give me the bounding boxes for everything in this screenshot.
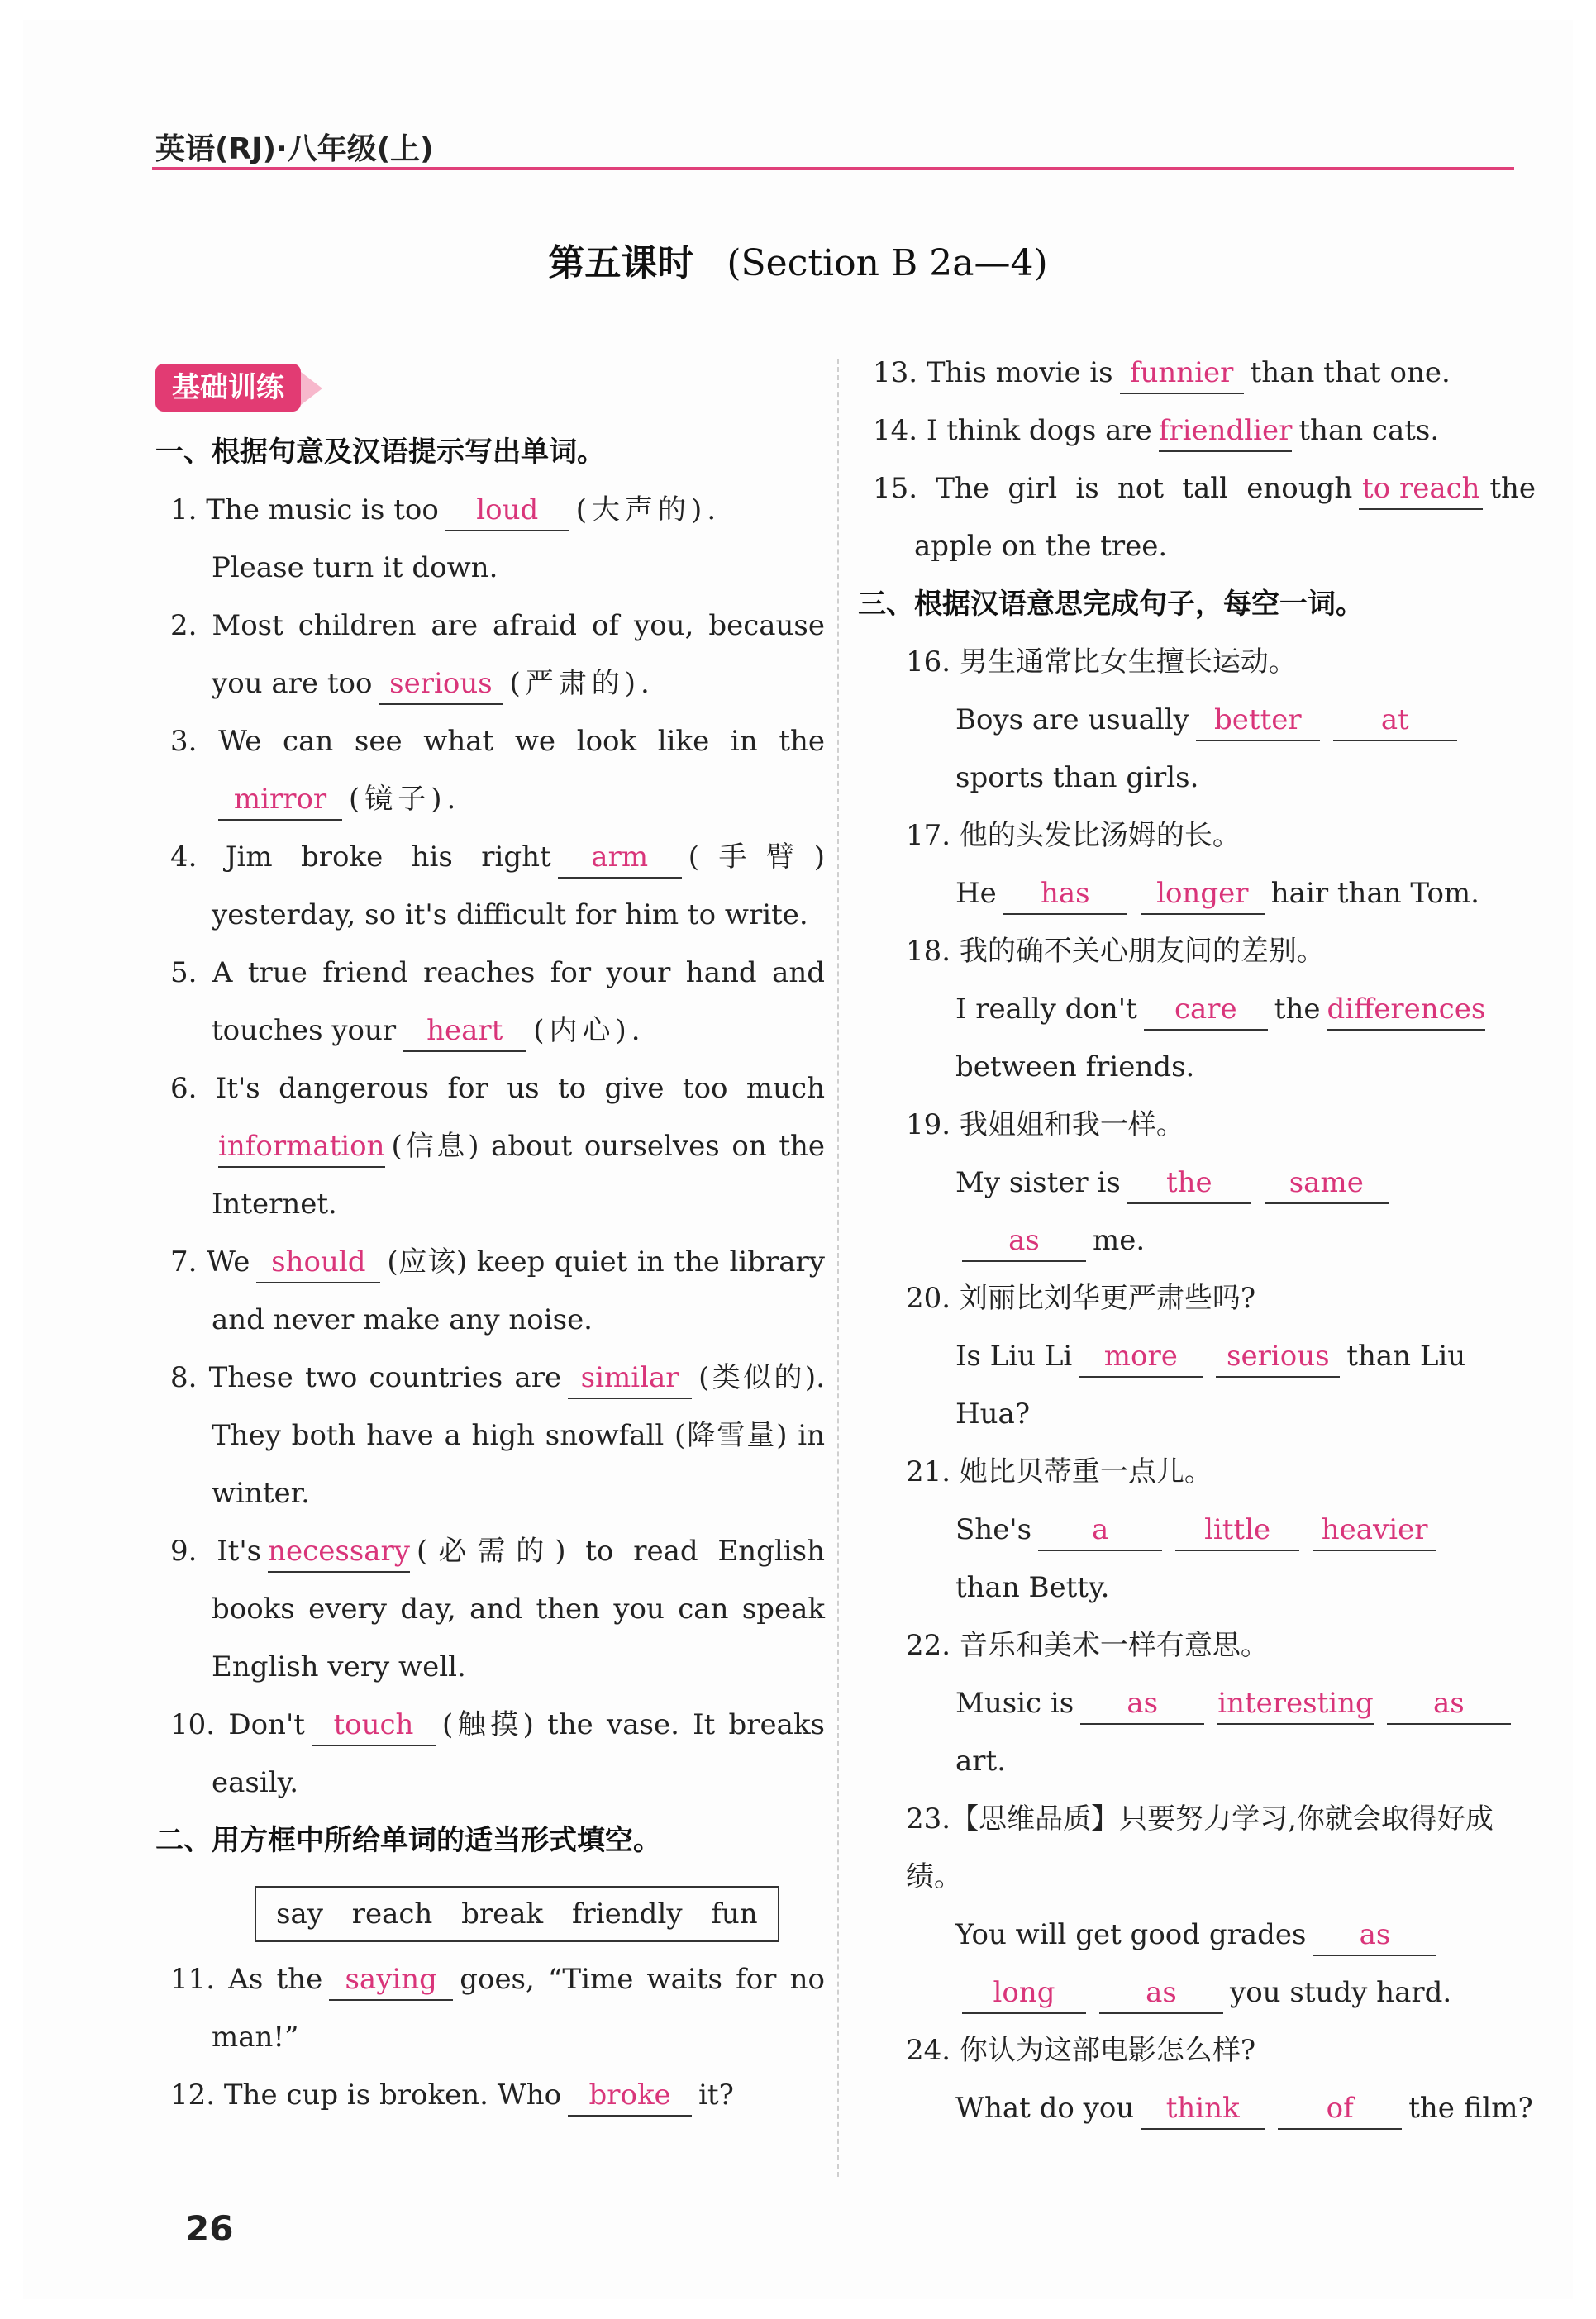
answer-blank[interactable]: serious [1216, 1336, 1340, 1378]
question-4: 4. Jim broke his right arm (手臂) yesterday, so it's difficult for him to write. [155, 828, 825, 944]
lesson-title [23, 233, 1573, 286]
answer-blank[interactable]: little [1175, 1510, 1299, 1551]
answer-blank[interactable]: mirror [218, 779, 342, 821]
answer-blank[interactable]: longer [1141, 874, 1265, 915]
answer-blank[interactable]: should [256, 1242, 380, 1283]
answer-blank[interactable]: touch [312, 1705, 436, 1746]
section-1-heading: 一、根据句意及汉语提示写出单词。 [155, 436, 605, 469]
question-6: 6. It's dangerous for us to give too muchinformation (信息) about ourselves on the Internet. [170, 1072, 825, 1221]
answer-blank[interactable]: as [1099, 1973, 1223, 2014]
answer-blank[interactable]: necessary [268, 1531, 410, 1573]
lesson-number: 第五课时 [548, 242, 694, 284]
question-24-prompt: 24. 你认为这部电影怎么样? [906, 2034, 1256, 2067]
answer-blank[interactable]: the [1127, 1163, 1251, 1204]
answer-blank[interactable]: heart [403, 1011, 526, 1052]
left-column [155, 359, 825, 2124]
section-2-heading: 二、用方框中所给单词的适当形式填空。 [155, 1824, 661, 1857]
question-24: What do you think of the film? [858, 2079, 1536, 2137]
question-22-prompt: 22. 音乐和美术一样有意思。 [906, 1629, 1269, 1662]
header-rule [152, 167, 1514, 170]
answer-blank[interactable]: a [1038, 1510, 1162, 1551]
answer-blank[interactable]: better [1196, 700, 1320, 741]
question-7: 7. We should (应该) keep quiet in the library and never make any noise. [155, 1233, 825, 1349]
lesson-section: (Section B 2a—4) [727, 242, 1048, 284]
question-3: 3. We can see what we look like in themirror (镜子). [155, 712, 825, 828]
question-17: He has longer hair than Tom. [858, 864, 1536, 922]
answer-blank[interactable]: has [1003, 874, 1127, 915]
answer-blank[interactable]: as [1313, 1915, 1436, 1956]
answer-blank[interactable]: as [1080, 1683, 1204, 1725]
answer-blank[interactable]: think [1141, 2088, 1265, 2130]
answer-blank[interactable]: funnier [1120, 353, 1244, 394]
question-9: 9. It's necessary (必需的) to read English books every day, and then you can speak English very well. [155, 1522, 825, 1696]
question-19: My sister is the same as me. [858, 1154, 1536, 1269]
question-14: 14. I think dogs are friendlier than cats. [858, 402, 1536, 460]
question-2: 2. Most children are afraid of you, because you are too serious (严肃的). [155, 597, 825, 712]
answer-blank[interactable]: as [1387, 1683, 1511, 1725]
answer-blank[interactable]: serious [379, 664, 503, 705]
answer-blank[interactable]: more [1079, 1336, 1203, 1378]
book-header: 英语(RJ)·八年级(上) [155, 132, 434, 166]
question-16: Boys are usually better at sports than girls. [858, 691, 1536, 807]
answer-blank[interactable]: to reach [1359, 469, 1483, 510]
answer-blank[interactable]: of [1278, 2088, 1402, 2130]
worksheet-page [23, 20, 1573, 2299]
answer-blank[interactable]: care [1144, 989, 1268, 1031]
question-23: You will get good grades as long as you study hard. [858, 1906, 1536, 2021]
question-21-prompt: 21. 她比贝蒂重一点儿。 [906, 1455, 1212, 1488]
question-13: 13. This movie is funnier than that one. [858, 344, 1536, 402]
question-23-prompt: 23.【思维品质】只要努力学习,你就会取得好成绩。 [906, 1802, 1494, 1893]
answer-blank[interactable]: same [1265, 1163, 1389, 1204]
question-17-prompt: 17. 他的头发比汤姆的长。 [906, 819, 1241, 852]
question-20: Is Liu Li more serious than Liu Hua? [858, 1327, 1536, 1443]
question-18-prompt: 18. 我的确不关心朋友间的差别。 [906, 935, 1325, 968]
question-21: She's a little heavier than Betty. [858, 1501, 1536, 1617]
question-1: 1. The music is too loud (大声的). Please turn it down. [155, 481, 825, 597]
answer-blank[interactable]: similar [568, 1358, 692, 1399]
answer-blank[interactable]: broke [568, 2075, 692, 2117]
question-15: 15. The girl is not tall enough to reach the apple on the tree. [858, 460, 1536, 575]
answer-blank[interactable]: at [1333, 700, 1457, 741]
answer-blank[interactable]: as [962, 1221, 1086, 1262]
page-number: 26 [185, 2208, 234, 2249]
question-11: 11. As the saying goes, “Time waits for no man!” [155, 1950, 825, 2066]
right-column [858, 344, 1536, 2137]
question-16-prompt: 16. 男生通常比女生擅长运动。 [906, 645, 1297, 679]
question-18: I really don't care the differences between friends. [858, 980, 1536, 1096]
answer-blank[interactable]: heavier [1313, 1510, 1436, 1551]
question-12: 12. The cup is broken. Who broke it? [155, 2066, 825, 2124]
answer-blank[interactable]: loud [445, 490, 569, 531]
question-19-prompt: 19. 我姐姐和我一样。 [906, 1108, 1184, 1141]
answer-blank[interactable]: long [962, 1973, 1086, 2014]
answer-blank[interactable]: friendlier [1159, 411, 1293, 452]
column-divider [837, 359, 839, 2177]
word-box: say reach break friendly fun [255, 1886, 779, 1942]
question-5: 5. A true friend reaches for your hand and touches your heart (内心). [155, 944, 825, 1060]
section-3-heading: 三、根据汉语意思完成句子，每空一词。 [858, 588, 1364, 621]
question-22: Music is as interesting asart. [858, 1674, 1536, 1790]
answer-blank[interactable]: information [218, 1126, 385, 1168]
answer-blank[interactable]: differences [1327, 989, 1485, 1031]
question-10: 10. Don't touch (触摸) the vase. It breaks easily. [155, 1696, 825, 1812]
answer-blank[interactable]: arm [558, 837, 682, 879]
question-8: 8. These two countries are similar (类似的). They both have a high snowfall (降雪量) in winter. [155, 1349, 825, 1522]
basic-training-badge: 基础训练 [155, 364, 301, 412]
answer-blank[interactable]: interesting [1217, 1683, 1374, 1725]
question-20-prompt: 20. 刘丽比刘华更严肃些吗? [906, 1282, 1256, 1315]
answer-blank[interactable]: saying [329, 1959, 453, 2001]
